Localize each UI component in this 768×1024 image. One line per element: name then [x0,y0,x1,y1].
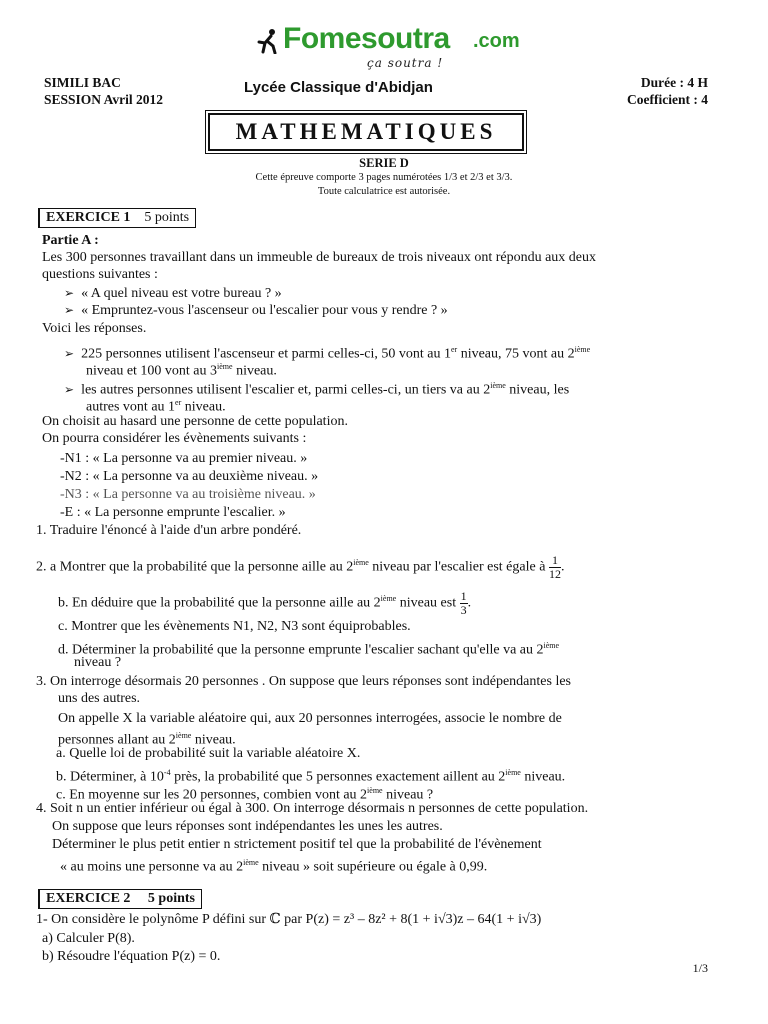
question-3-def-cont: personnes allant au 2ième niveau. [58,731,236,748]
runner-icon [255,28,281,54]
question-3-cont: uns des autres. [58,691,141,706]
subject-title-box [208,113,524,151]
ex1-intro-2: questions suivantes : [42,267,158,282]
question-2a: 2. a Montrer que la probabilité que la personne aille au 2ième niveau par l'escalier est égale à $\frac{1}{12}$ . [36,552,565,581]
ex2-question-a: a) Calculer P(8). [42,931,135,946]
ex1-question-2: ➢ « Empruntez-vous l'ascenseur ou l'escalier pour vous y rendre ? » [64,303,448,318]
question-4-c: Déterminer le plus petit entier n strictement positif tel que la probabilité de l'évènement [52,837,542,852]
question-4: 4. Soit n un entier inférieur ou égal à 300. On interroge désormais n personnes de cette population. [36,801,589,816]
question-3: 3. On interroge désormais 20 personnes . On suppose que leurs réponses sont indépendantes les [36,674,572,689]
fraction-one-third: $\frac{1}{3}$ [460,588,467,617]
note-calculator: Toute calculatrice est autorisée. [317,186,451,197]
ex2-question-b: b) Résoudre l'équation P(z) = 0. [42,949,221,964]
ex1-choix: On choisit au hasard une personne de cette population. [42,414,348,429]
ex1-intro-1: Les 300 personnes travaillant dans un immeuble de bureaux de trois niveaux ont répondu aux deux [42,250,597,265]
logo-tld: .com [473,30,520,52]
exercise-1-header: EXERCICE 1 5 points [38,208,196,228]
arrow-bullet-icon: ➢ [64,303,75,317]
question-2d-cont: niveau ? [74,655,122,670]
exercise-2-header: EXERCICE 2 5 points [38,889,202,909]
logo-tagline: ça soutra ! [367,56,444,70]
serie-label: SERIE D [359,156,409,170]
ex1-voici: Voici les réponses. [42,321,147,336]
question-3a: a. Quelle loi de probabilité suit la variable aléatoire X. [56,746,361,761]
logo-brand: Fomesoutra [283,22,450,55]
partie-a-label: Partie A : [42,233,99,248]
arrow-bullet-icon: ➢ [64,382,75,397]
ex1-question-1: ➢ « A quel niveau est votre bureau ? » [64,286,282,301]
ex1-response-1: ➢ 225 personnes utilisent l'ascenseur et parmi celles-ci, 50 vont au 1er niveau, 75 vont au 2ième [64,345,591,362]
event-n3: -N3 : « La personne va au troisième niveau. » [60,487,316,502]
question-3c: c. En moyenne sur les 20 personnes, combien vont au 2ième niveau ? [56,786,434,803]
question-2c: c. Montrer que les évènements N1, N2, N3 sont équiprobables. [58,619,411,634]
subject-title: MATHEMATIQUES [235,119,497,144]
question-4-b: On suppose que leurs réponses sont indépendantes les unes les autres. [52,819,443,834]
question-3-def: On appelle X la variable aléatoire qui, aux 20 personnes interrogées, associe le nombre de [58,711,562,726]
ex1-response-1-cont: niveau et 100 vont au 3ième niveau. [86,362,277,379]
header-coefficient: Coefficient : 4 [627,92,708,107]
question-1: 1. Traduire l'énoncé à l'aide d'un arbre pondéré. [36,523,302,538]
fomesoutra-logo [255,22,520,72]
header-right [627,74,708,108]
header-simili: SIMILI BAC [44,75,121,90]
arrow-bullet-icon: ➢ [64,286,75,300]
header-left [44,74,163,108]
question-4-d: « au moins une personne va au 2ième niveau » soit supérieure ou égale à 0,99. [60,858,488,875]
page-number: 1/3 [692,961,708,975]
question-2d: d. Déterminer la probabilité que la personne emprunte l'escalier sachant qu'elle va au 2ième [58,641,560,658]
question-3b: b. Déterminer, à $10^{-4}$ près, la probabilité que 5 personnes exactement aillent au 2ième niveau. [56,768,566,785]
ex1-response-2: ➢ les autres personnes utilisent l'escalier et, parmi celles-ci, un tiers va au 2ième niveau, les [64,381,570,398]
note-pages: Cette épreuve comporte 3 pages numérotées 1/3 et 2/3 et 3/3. [255,172,513,183]
arrow-bullet-icon: ➢ [64,346,75,361]
event-n1: -N1 : « La personne va au premier niveau. » [60,451,308,466]
fraction-one-twelfth: $\frac{1}{12}$ [548,552,561,581]
ex1-response-2-cont: autres vont au 1er niveau. [86,398,226,415]
question-2b: b. En déduire que la probabilité que la personne aille au 2ième niveau est $\frac{1}{3}$ . [58,588,472,617]
ex2-polynomial: 1- On considère le polynôme P défini sur ℂ par P(z) = z³ – 8z² + 8(1 + i√3)z – 64(1 + i√3) [36,912,542,927]
event-n2: -N2 : « La personne va au deuxième niveau. » [60,469,319,484]
header-duration: Durée : 4 H [640,75,708,90]
header-session: SESSION Avril 2012 [44,92,164,107]
header-school: Lycée Classique d'Abidjan [244,79,433,96]
ex1-considerer: On pourra considérer les évènements suivants : [42,431,307,446]
event-e: -E : « La personne emprunte l'escalier. » [60,505,286,520]
